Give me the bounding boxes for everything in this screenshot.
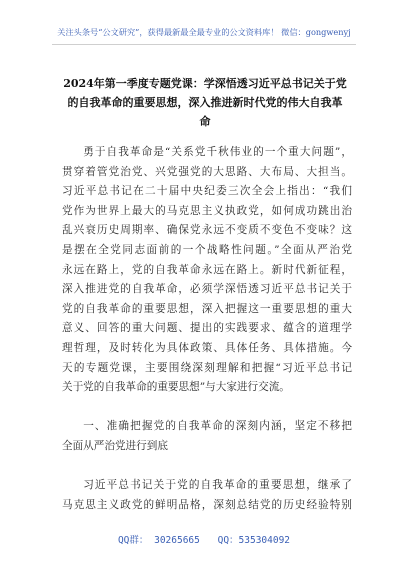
heading-line: 全面从严治党进行到底 bbox=[62, 439, 168, 452]
text-line: 马克思主义政党的鲜明品格，深刻总结党的历史经验特别 bbox=[62, 498, 352, 511]
text-line: 贯穿着管党治党、兴党强党的大思路、大布局、大担当。 bbox=[62, 165, 352, 178]
footer-qq-group: QQ群： 30265665 bbox=[117, 535, 200, 546]
heading-line: 一、准确把握党的自我革命的深刻内涵，坚定不移把 bbox=[83, 420, 352, 433]
paragraph-intro bbox=[62, 143, 352, 398]
text-line: 关于党的自我革命的重要思想”与大家进行交流。 bbox=[62, 381, 290, 394]
header-promo-note: 关注头条号“公文研究”，获得最新最全最专业的公文资料库！ 微信：gongwenyj bbox=[57, 27, 351, 37]
paragraph-gap bbox=[62, 398, 352, 418]
header-divider bbox=[52, 44, 356, 45]
text-line: 勇于自我革命是“关系党千秋伟业的一个重大问题”， bbox=[83, 146, 352, 158]
section-heading-1 bbox=[62, 417, 352, 456]
text-line: 乱兴衰历史周期率、确保党永远不变质不变色不变味？这 bbox=[62, 224, 352, 237]
document-body bbox=[62, 143, 352, 515]
text-line: 深入推进党的自我革命，必须学深悟透习近平总书记关于 bbox=[62, 283, 352, 296]
title-line: 2024年第一季度专题党课：学深悟透习近平总书记关于党 bbox=[63, 77, 347, 90]
text-line: 理哲理，及时转化为具体政策、具体任务、具体措施。今 bbox=[62, 341, 352, 354]
footer-contact bbox=[0, 535, 408, 547]
title-line: 的自我革命的重要思想，深入推进新时代党的伟大自我革 bbox=[67, 96, 343, 109]
text-line: 党作为世界上最大的马克思主义执政党，如何成功跳出治 bbox=[62, 204, 352, 217]
text-line: 意义、回答的重大问题、提出的实践要求、蕴含的道理学 bbox=[62, 322, 352, 335]
text-line: 习近平总书记在二十届中央纪委三次全会上指出：“我们 bbox=[62, 185, 352, 198]
text-line: 党的自我革命的重要思想，深入把握这一重要思想的重大 bbox=[62, 302, 352, 315]
text-line: 天的专题党课，主要围绕深刻理解和把握“习近平总书记 bbox=[62, 361, 352, 374]
title-line: 命 bbox=[199, 115, 211, 128]
footer-qq-number: QQ：535304092 bbox=[217, 535, 291, 546]
text-line: 习近平总书记关于党的自我革命的重要思想，继承了 bbox=[83, 479, 352, 492]
text-line: 永远在路上，党的自我革命永远在路上。新时代新征程， bbox=[62, 263, 352, 276]
paragraph-body bbox=[62, 476, 352, 515]
document-title bbox=[60, 74, 350, 131]
paragraph-gap bbox=[62, 457, 352, 477]
text-line: 是摆在全党同志面前的一个战略性问题。”全面从严治党 bbox=[62, 243, 352, 256]
